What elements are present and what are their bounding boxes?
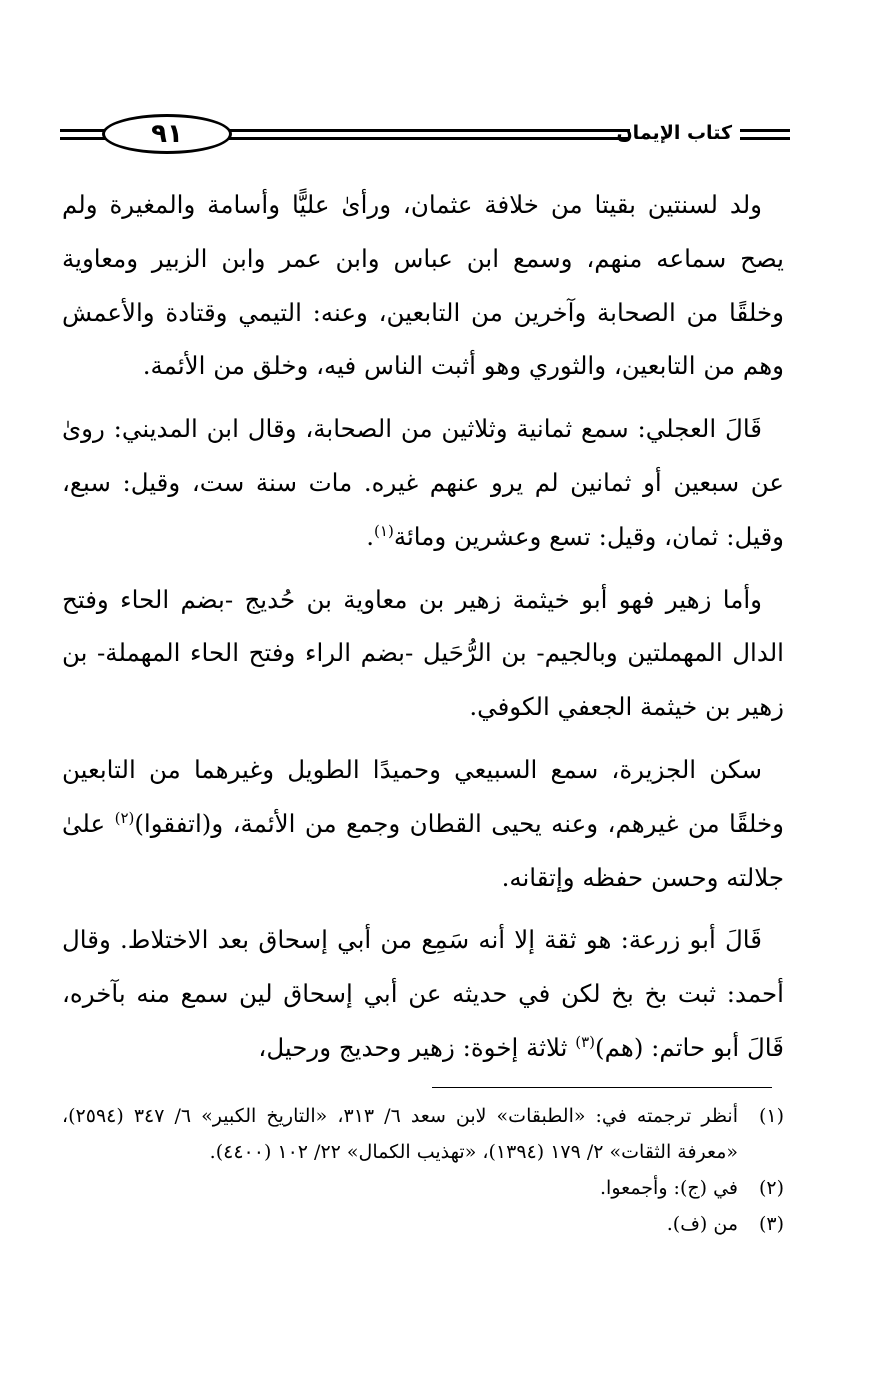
footnote-number: (٣) — [758, 1213, 784, 1235]
paragraph-5-text-a: قَالَ أبو زرعة: هو ثقة إلا أنه سَمِع من أبي إسحاق بعد الاختلاط. وقال أحمد: ثبت بخ بخ لكن في حديثه عن أبي إسحاق لين سمع منه بآخره، قَالَ أبو حاتم: (هم) — [62, 925, 784, 1062]
header-rule-middle-bottom — [225, 137, 630, 140]
header-rule-right-top — [740, 129, 790, 132]
paragraph-5 — [62, 913, 784, 1074]
footnote-ref-1[interactable]: (١) — [374, 521, 394, 540]
footnote-ref-2[interactable]: (٢) — [114, 808, 135, 827]
footnotes — [62, 1098, 784, 1242]
footnote-ref-3[interactable]: (٣) — [575, 1032, 596, 1051]
paragraph-3: وأما زهير فهو أبو خيثمة زهير بن معاوية بن حُديج -بضم الحاء وفتح الدال المهملتين وبالجيم- بن الرُّحَيل -بضم الراء وفتح الحاء المهملة- بن زهير بن خيثمة الجعفي الكوفي. — [62, 584, 784, 722]
paragraph-5-text-b: ثلاثة إخوة: زهير وحديج ورحيل، — [258, 1032, 576, 1062]
paragraph-2-text: قَالَ العجلي: سمع ثمانية وثلاثين من الصحابة، وقال ابن المديني: روىٰ عن سبعين أو ثمانين لم يرو عنهم غيره. مات سنة ست، وقيل: سبع، وقيل: ثمان، وقيل: تسع وعشرين ومائة — [62, 414, 784, 551]
footnote-item — [62, 1206, 784, 1242]
header-rule-middle-top — [225, 129, 630, 132]
paragraph-4 — [62, 743, 784, 904]
footnote-text: من (ف). — [666, 1213, 738, 1235]
main-text — [62, 178, 784, 1084]
page-number-oval — [102, 114, 232, 154]
paragraph-4-text-b: علىٰ جلالته وحسن حفظه وإتقانه. — [62, 808, 784, 892]
paragraph-2-end: . — [366, 521, 375, 551]
header-rule-right-bottom — [740, 137, 790, 140]
book-title: كتاب الإيمان — [616, 122, 732, 144]
page-header — [60, 110, 790, 160]
footnote-item — [62, 1170, 784, 1206]
footnote-number: (٢) — [758, 1177, 784, 1199]
footnote-text: في (ج): وأجمعوا. — [600, 1177, 738, 1199]
page-number: ٩١ — [151, 119, 183, 149]
paragraph-4-text-a: سكن الجزيرة، سمع السبيعي وحميدًا الطويل وغيرهما من التابعين وخلقًا من غيرهم، وعنه يحيى القطان وجمع من الأئمة، و(اتفقوا) — [62, 754, 784, 838]
footnote-text: أنظر ترجمته في: «الطبقات» لابن سعد ٦/ ٣١٣، «التاريخ الكبير» ٦/ ٣٤٧ (٢٥٩٤)، «معرفة الثقات» ٢/ ١٧٩ (١٣٩٤)، «تهذيب الكمال» ٢٢/ ١٠٢ (٤٤٠٠). — [62, 1105, 738, 1163]
paragraph-1: ولد لسنتين بقيتا من خلافة عثمان، ورأىٰ عليًّا وأسامة والمغيرة ولم يصح سماعه منهم، وسمع ابن عباس وابن عمر وابن الزبير ومعاوية وخلقًا من الصحابة وآخرين من التابعين، وعنه: التيمي وقتادة والأعمش وهم من التابعين، والثوري وهو أثبت الناس فيه، وخلق من الأئمة. — [62, 190, 784, 381]
paragraph-2 — [62, 402, 784, 563]
footnote-separator — [432, 1087, 772, 1088]
footnote-number: (١) — [758, 1105, 784, 1127]
footnote-item — [62, 1098, 784, 1170]
